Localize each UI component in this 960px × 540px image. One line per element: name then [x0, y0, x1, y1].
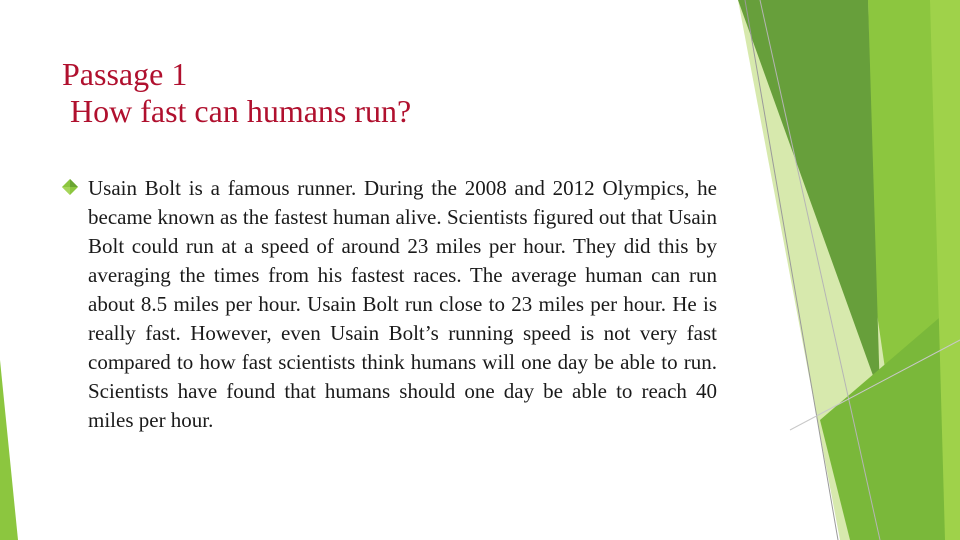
diamond-bullet-icon [62, 179, 78, 195]
slide-title [62, 56, 662, 130]
decor-left-triangle [0, 360, 18, 540]
title-line-2: How fast can humans run? [62, 93, 412, 129]
bullet-paragraph [62, 174, 718, 435]
passage-body-text: Usain Bolt is a famous runner. During the 2008 and 2012 Olympics, he became known as the fastest human alive. Scientists figured out that Usain Bolt could run at a speed of around 23 miles per hour. They did this by averaging the times from his fastest races. The average human can run about 8.5 miles per hour. Usain Bolt run close to 23 miles per hour. He is really fast. However, even Usain Bolt’s running speed is not very fast compared to how fast scientists think humans will one day be able to run. Scientists have found that humans should one day be able to reach 40 miles per hour. [88, 176, 717, 432]
title-line-1: Passage 1 [62, 56, 188, 92]
